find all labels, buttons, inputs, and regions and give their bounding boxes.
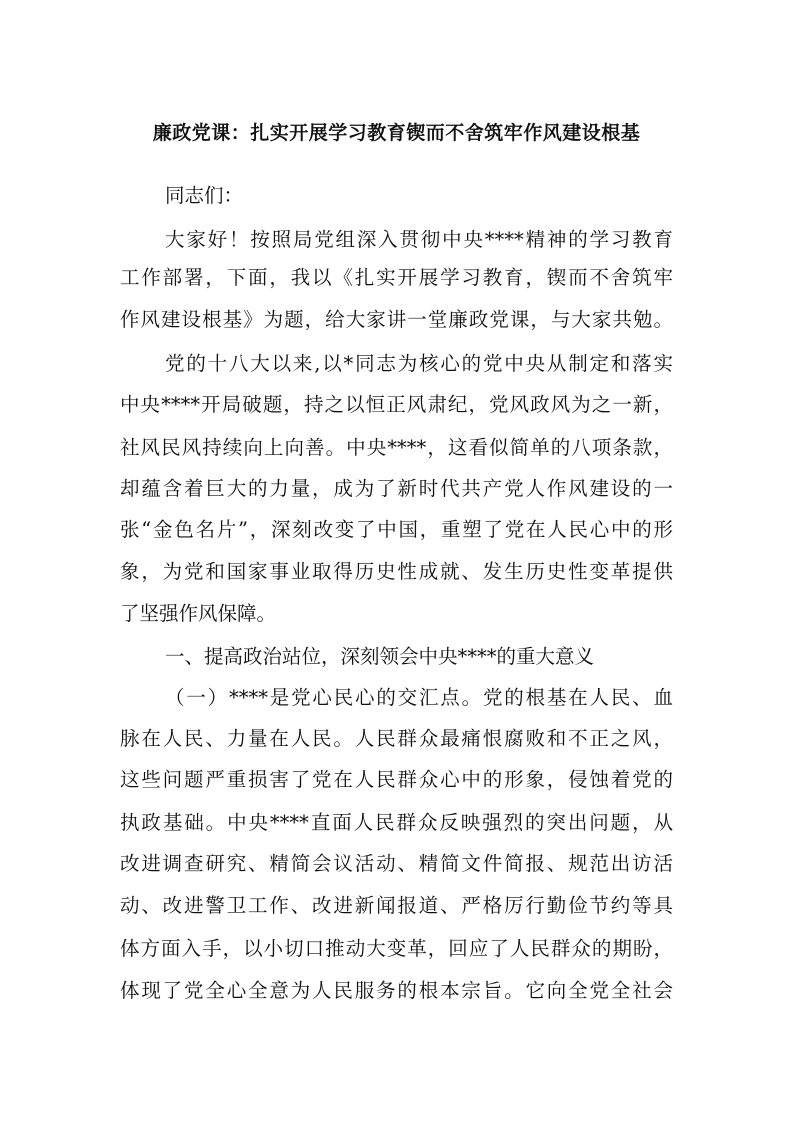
text-line: 大家好！按照局党组深入贯彻中央****精神的学习教育 (165, 228, 673, 251)
text-line: 动、改进警卫工作、改进新闻报道、严格厉行勤俭节约等具 (120, 894, 673, 917)
text-line: 党的十八大以来,以*同志为核心的党中央从制定和落实 (165, 352, 673, 375)
text-line: 这些问题严重损害了党在人民群众心中的形象，侵蚀着党的 (120, 768, 673, 791)
section-heading: 一、提高政治站位，深刻领会中央****的重大意义 (165, 645, 595, 668)
text-line: （一）****是党心民心的交汇点。党的根基在人民、血 (165, 686, 673, 709)
text-line: 了坚强作风保障。 (120, 602, 277, 625)
text-line: 同志们： (165, 184, 244, 207)
text-line: 中央****开局破题，持之以恒正风肃纪，党风政风为之一新， (120, 393, 673, 416)
document-title: 廉政党课：扎实开展学习教育锲而不舍筑牢作风建设根基 (152, 122, 641, 144)
text-line: 象，为党和国家事业取得历史性成就、发生历史性变革提供 (120, 560, 673, 583)
text-line: 张“金色名片”，深刻改变了中国，重塑了党在人民心中的形 (120, 518, 673, 541)
text-line: 脉在人民、力量在人民。人民群众最痛恨腐败和不正之风， (120, 727, 673, 750)
text-line: 体现了党全心全意为人民服务的根本宗旨。它向全党全社会 (120, 979, 673, 1002)
text-line: 执政基础。中央****直面人民群众反映强烈的突出问题，从 (120, 811, 673, 834)
text-line: 体方面入手，以小切口推动大变革，回应了人民群众的期盼， (120, 937, 673, 960)
text-line: 社风民风持续向上向善。中央****，这看似简单的八项条款， (120, 436, 673, 459)
text-line: 作风建设根基》为题，给大家讲一堂廉政党课，与大家共勉。 (120, 308, 673, 331)
text-line: 却蕴含着巨大的力量，成为了新时代共产党人作风建设的一 (120, 477, 673, 500)
text-line: 工作部署，下面，我以《扎实开展学习教育，锲而不舍筑牢 (120, 266, 673, 289)
text-line: 改进调查研究、精简会议活动、精简文件简报、规范出访活 (120, 852, 673, 875)
